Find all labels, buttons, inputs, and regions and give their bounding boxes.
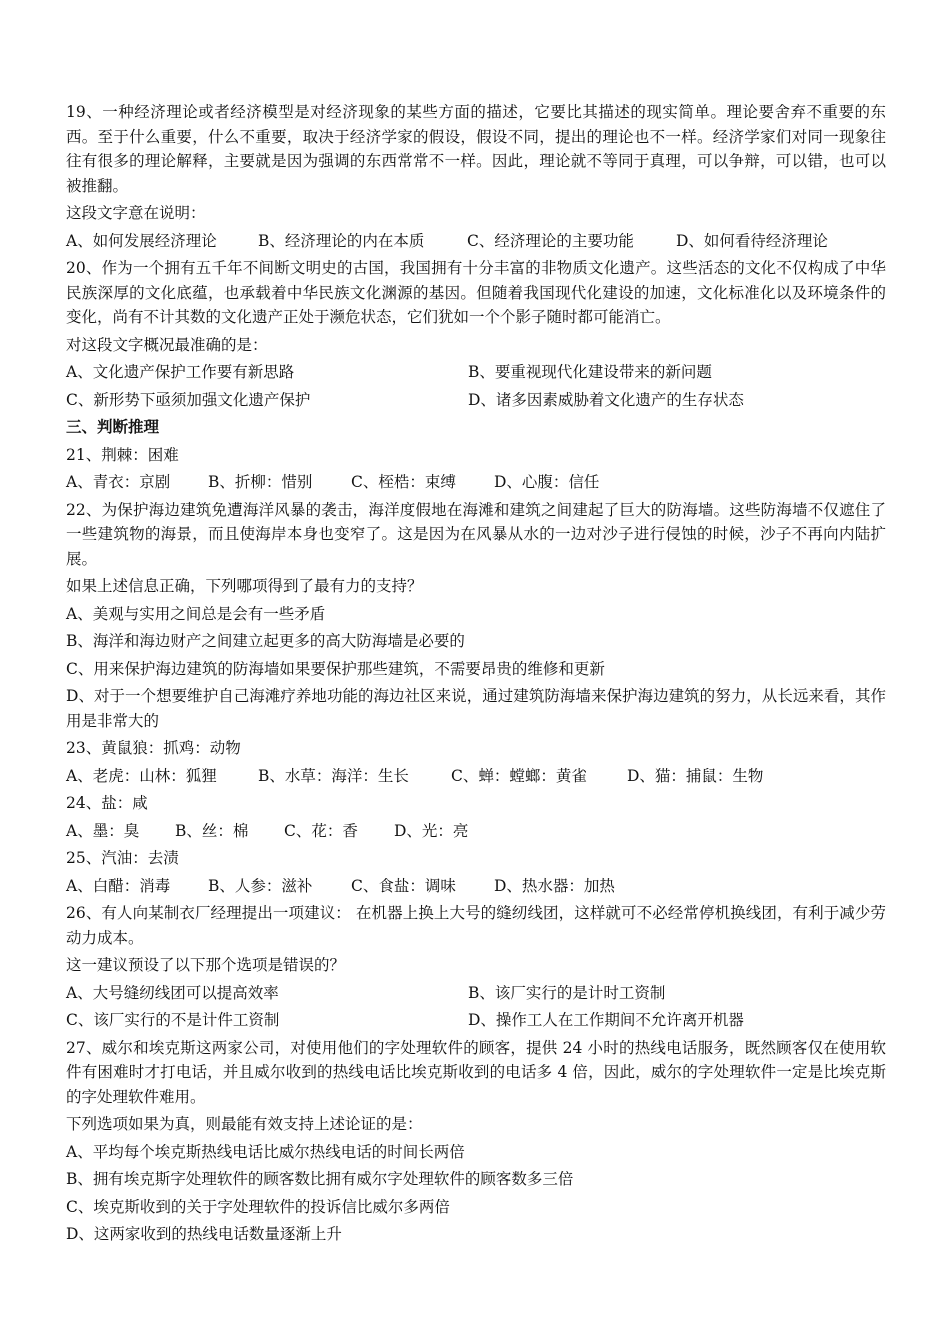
- q23-options: [66, 764, 886, 789]
- q26-option-b: B、该厂实行的是计时工资制: [468, 983, 666, 1002]
- q19-prompt: 这段文字意在说明：: [66, 204, 206, 222]
- section-heading: 三、判断推理: [66, 417, 160, 436]
- q26-option-c: C、该厂实行的不是计件工资制: [66, 1011, 280, 1029]
- q24-option-c: C、花：香: [284, 821, 358, 840]
- q20-options-row1: [66, 360, 886, 385]
- q20-option-a: A、文化遗产保护工作要有新思路: [66, 363, 295, 381]
- q20-option-d: D、诸多因素威胁着文化遗产的生存状态: [468, 390, 744, 409]
- q22-option-d: D、对于一个想要维护自己海滩疗养地功能的海边社区来说，通过建筑防海墙来保护海边建筑的努力，从长远来看，其作用是非常大的: [66, 687, 886, 730]
- q25-option-c: C、食盐：调味: [351, 876, 456, 895]
- q27-option-b: B、拥有埃克斯字处理软件的顾客数比拥有威尔字处理软件的顾客数多三倍: [66, 1170, 574, 1188]
- q27-prompt: 下列选项如果为真，则最能有效支持上述论证的是：: [66, 1115, 423, 1133]
- q23-option-c: C、蝉：螳螂：黄雀: [451, 766, 587, 785]
- q19-option-a: A、如何发展经济理论: [66, 231, 217, 250]
- q21-stem: 21、荆棘：困难: [66, 445, 179, 464]
- q19-option-c: C、经济理论的主要功能: [467, 231, 634, 250]
- q27-option-c: C、埃克斯收到的关于字处理软件的投诉信比威尔多两倍: [66, 1197, 450, 1216]
- q27-stem: 27、威尔和埃克斯这两家公司，对使用他们的字处理软件的顾客，提供 24 小时的热线电话服务，既然顾客仅在使用软件有困难时才打电话，并且威尔收到的热线电话比埃克斯收到的电话多 4 倍，因此，威尔的字处理软件一定是比埃克斯的字处理软件难用。: [66, 1038, 886, 1106]
- q26-stem: 26、有人向某制衣厂经理提出一项建议： 在机器上换上大号的缝纫线团，这样就可不必经常停机换线团，有利于减少劳动力成本。: [66, 904, 886, 947]
- q22-option-b: B、海洋和海边财产之间建立起更多的高大防海墙是必要的: [66, 632, 465, 650]
- q26-option-a: A、大号缝纫线团可以提高效率: [66, 983, 279, 1002]
- q26-option-d: D、操作工人在工作期间不允许离开机器: [468, 1011, 744, 1029]
- q20-options-row2: [66, 388, 886, 413]
- q22-option-c: C、用来保护海边建筑的防海墙如果要保护那些建筑，不需要昂贵的维修和更新: [66, 659, 605, 678]
- q25-stem: 25、汽油：去渍: [66, 849, 179, 867]
- q26-options-row2: [66, 1008, 886, 1033]
- q19-option-d: D、如何看待经济理论: [676, 231, 828, 250]
- q22-stem: 22、为保护海边建筑免遭海洋风暴的袭击，海洋度假地在海滩和建筑之间建起了巨大的防海墙。这些防海墙不仅遮住了一些建筑物的海景，而且使海岸本身也变窄了。这是因为在风暴从水的一边对沙子进行侵蚀的时候，沙子不再向内陆扩展。: [66, 500, 886, 568]
- q21-option-d: D、心腹：信任: [494, 473, 600, 491]
- q20-option-b: B、要重视现代化建设带来的新问题: [468, 363, 712, 381]
- q23-stem: 23、黄鼠狼：抓鸡：动物: [66, 739, 241, 757]
- q25-option-b: B、人参：滋补: [208, 876, 313, 895]
- q24-option-d: D、光：亮: [394, 821, 469, 840]
- q21-option-b: B、折柳：惜别: [208, 473, 313, 491]
- q21-option-c: C、桎梏：束缚: [351, 473, 456, 491]
- q26-options-row1: [66, 981, 886, 1006]
- q23-option-b: B、水草：海洋：生长: [258, 766, 409, 785]
- q20-prompt: 对这段文字概况最准确的是：: [66, 335, 268, 354]
- q21-option-a: A、青衣：京剧: [66, 473, 171, 491]
- q27-option-a: A、平均每个埃克斯热线电话比威尔热线电话的时间长两倍: [66, 1142, 465, 1161]
- q19-options: [66, 229, 886, 254]
- q19-stem: 19、一种经济理论或者经济模型是对经济现象的某些方面的描述，它要比其描述的现实简单。理论要舍弃不重要的东西。至于什么重要，什么不重要，取决于经济学家的假设，假设不同，提出的理论也不一样。经济学家们对同一现象往往有很多的理论解释，主要就是因为强调的东西常常不一样。因此，理论就不等同于真理，可以争辩，可以错，也可以被推翻。: [66, 103, 886, 195]
- q19-option-b: B、经济理论的内在本质: [258, 231, 425, 250]
- q23-option-d: D、猫：捕鼠：生物: [627, 766, 764, 785]
- q24-stem: 24、盐：咸: [66, 794, 148, 812]
- q22-option-a: A、美观与实用之间总是会有一些矛盾: [66, 604, 326, 623]
- q27-option-d: D、这两家收到的热线电话数量逐渐上升: [66, 1225, 342, 1243]
- q22-prompt: 如果上述信息正确，下列哪项得到了最有力的支持？: [66, 577, 423, 595]
- q21-options: [66, 470, 886, 495]
- exam-page: [66, 100, 886, 1250]
- q24-option-a: A、墨：臭: [66, 821, 140, 840]
- q20-stem: 20、作为一个拥有五千年不间断文明史的古国，我国拥有十分丰富的非物质文化遗产。这些活态的文化不仅构成了中华民族深厚的文化底蕴，也承载着中华民族文化渊源的基因。但随着我国现代化建设的加速，文化标准化以及环境条件的变化，尚有不计其数的文化遗产正处于濒危状态，它们犹如一个个影子随时都可能消亡。: [66, 259, 886, 326]
- q25-option-d: D、热水器：加热: [494, 876, 615, 895]
- q26-prompt: 这一建议预设了以下那个选项是错误的？: [66, 956, 346, 974]
- q25-option-a: A、白醋：消毒: [66, 876, 171, 895]
- q25-options: [66, 874, 886, 899]
- q24-options: [66, 819, 886, 844]
- q20-option-c: C、新形势下亟须加强文化遗产保护: [66, 390, 311, 409]
- q23-option-a: A、老虎：山林：狐狸: [66, 766, 217, 785]
- q24-option-b: B、丝：棉: [175, 821, 249, 840]
